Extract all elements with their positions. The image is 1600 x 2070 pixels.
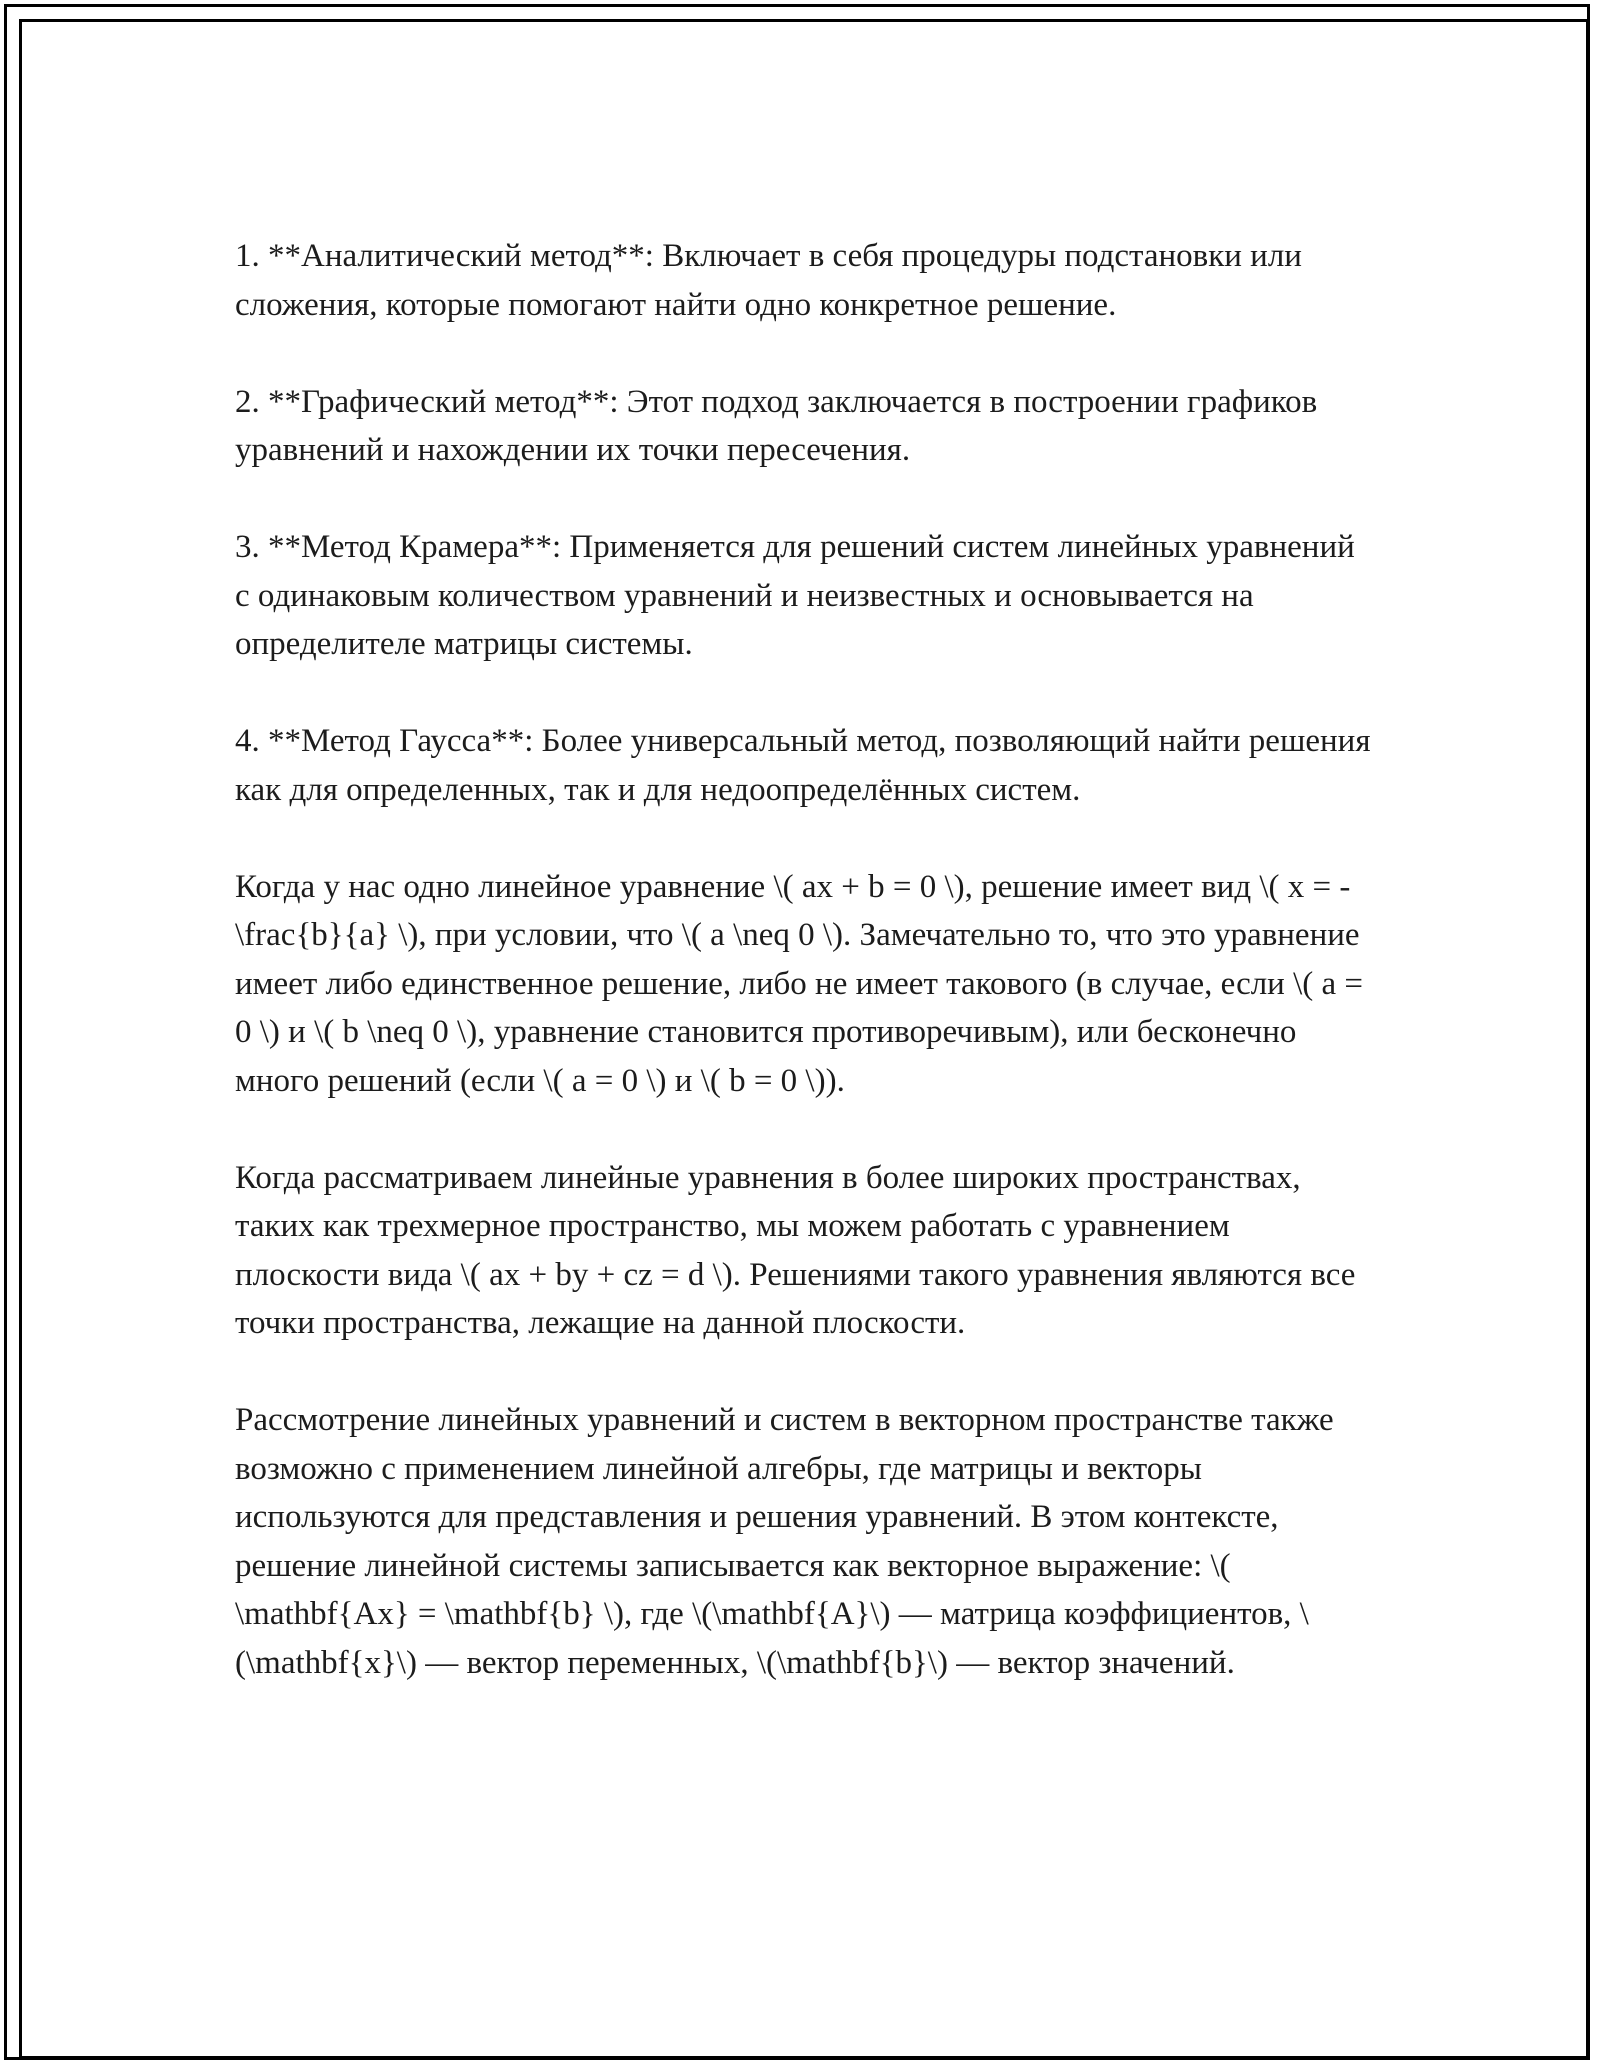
paragraph-graphic-method: 2. **Графический метод**: Этот подход заключается в построении графиков уравнений и нахождении их точки пересечения.: [235, 383, 1318, 468]
paragraph-vector-space: Рассмотрение линейных уравнений и систем в векторном пространстве также возможно с применением линейной алгебры, где матрицы и векторы используются для представления и решения уравнений. В этом контексте, решение линейной системы записывается как векторное выражение: \( \mathbf{Ax} = \mathbf{b} \), где \(\mathbf{A}\) — матрица коэффициентов, \(\mathbf{x}\) — вектор переменных, \(\mathbf{b}\) — вектор значений.: [235, 1402, 1334, 1681]
paragraph-cramer-method: 3. **Метод Крамера**: Применяется для решений систем линейных уравнений с одинаковым количеством уравнений и неизвестных и основывается на определителе матрицы системы.: [235, 529, 1355, 662]
paragraph-gauss-method: 4. **Метод Гаусса**: Более универсальный метод, позволяющий найти решения как для определенных, так и для недоопределённых систем.: [235, 723, 1371, 808]
paragraph-analytic-method: 1. **Аналитический метод**: Включает в себя процедуры подстановки или сложения, которые помогают найти одно конкретное решение.: [235, 238, 1302, 323]
paragraph-single-equation: Когда у нас одно линейное уравнение \( ax + b = 0 \), решение имеет вид \( x = -\frac{b}{a} \), при условии, что \( a \neq 0 \). Замечательно то, что это уравнение имеет либо единственное решение, либо не имеет такового (в случае, если \( a = 0 \) и \( b \neq 0 \), уравнение становится противоречивым), или бесконечно много решений (если \( a = 0 \) и \( b = 0 \)).: [235, 868, 1364, 1099]
paragraph-3d-plane: Когда рассматриваем линейные уравнения в более широких пространствах, таких как трехмерное пространство, мы можем работать с уравнением плоскости вида \( ax + by + cz = d \). Решениями такого уравнения являются все точки пространства, лежащие на данной плоскости.: [235, 1159, 1356, 1341]
document-body: [235, 232, 1375, 1736]
